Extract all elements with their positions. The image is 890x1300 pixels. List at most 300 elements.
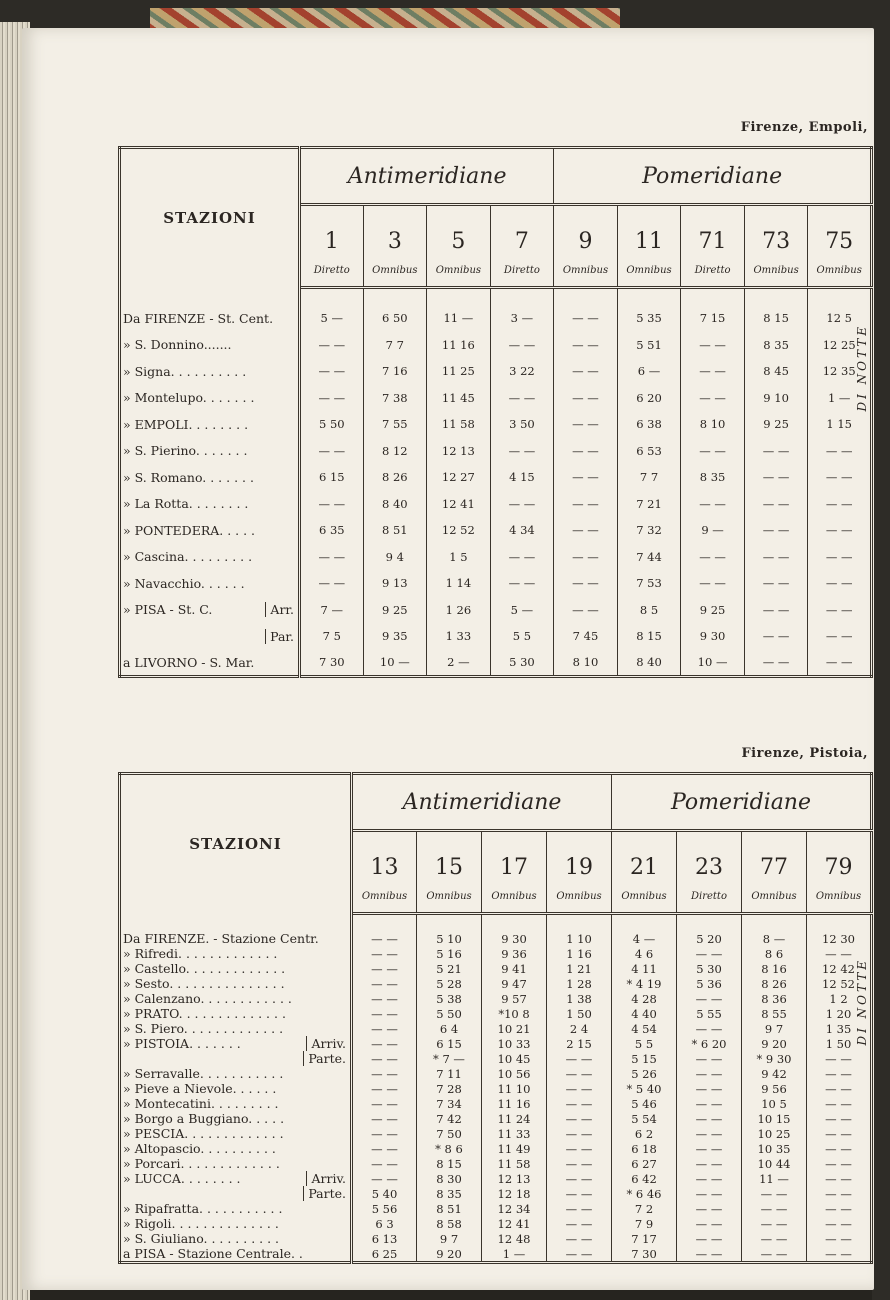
train-type: Omnibus: [744, 254, 808, 288]
time-cell: — —: [300, 491, 364, 518]
time-cell: — —: [677, 1081, 742, 1096]
table-row: [120, 358, 872, 385]
night-note: DI NOTTE: [855, 958, 869, 1046]
station-name: [120, 1141, 352, 1156]
spacer-label: [120, 914, 352, 932]
time-cell: 4 11: [612, 961, 677, 976]
station-name: [120, 946, 352, 961]
table-row: [120, 517, 872, 544]
time-cell: 9 56: [742, 1081, 807, 1096]
time-cell: 7 53: [617, 570, 681, 597]
spacer-cell: [612, 914, 677, 932]
time-cell: 5 10: [417, 931, 482, 946]
time-cell: — —: [547, 1216, 612, 1231]
train-type: Omnibus: [808, 254, 872, 288]
station-label: » La Rotta. . . . . . . .: [123, 496, 249, 512]
group-antimeridiane: Antimeridiane: [300, 148, 554, 205]
time-cell: 5 30: [490, 650, 554, 677]
time-cell: 7 —: [300, 597, 364, 624]
time-cell: — —: [807, 1171, 872, 1186]
table-row: [120, 961, 872, 976]
station-name: [120, 332, 300, 359]
time-cell: — —: [744, 464, 808, 491]
time-cell: 12 42: [807, 961, 872, 976]
time-cell: — —: [352, 1111, 417, 1126]
time-cell: 1 10: [547, 931, 612, 946]
table-row: [120, 491, 872, 518]
station-name: [120, 491, 300, 518]
time-cell: — —: [807, 1111, 872, 1126]
time-cell: 12 30: [807, 931, 872, 946]
time-cell: 1 5: [427, 544, 491, 571]
table-row: [120, 570, 872, 597]
time-cell: — —: [744, 623, 808, 650]
station-label: » Rifredi. . . . . . . . . . . . .: [123, 946, 278, 961]
time-cell: — —: [677, 991, 742, 1006]
time-cell: 12 52: [427, 517, 491, 544]
time-cell: 2 —: [427, 650, 491, 677]
train-type: Omnibus: [352, 880, 417, 914]
time-cell: — —: [300, 385, 364, 412]
spacer-cell: [681, 288, 745, 306]
train-number: 75: [808, 205, 872, 255]
time-cell: 5 36: [677, 976, 742, 991]
spacer-cell: [547, 914, 612, 932]
time-cell: — —: [681, 385, 745, 412]
time-cell: 6 13: [352, 1231, 417, 1246]
station-name: [120, 358, 300, 385]
time-cell: 7 30: [612, 1246, 677, 1263]
time-cell: 7 9: [612, 1216, 677, 1231]
time-cell: 5 38: [417, 991, 482, 1006]
time-cell: 8 —: [742, 931, 807, 946]
timetable-2-grid: [118, 772, 873, 1264]
time-cell: 10 —: [363, 650, 427, 677]
station-name: [120, 991, 352, 1006]
time-cell: 8 45: [744, 358, 808, 385]
time-cell: * 4 19: [612, 976, 677, 991]
spacer-cell: [490, 288, 554, 306]
time-cell: 11 58: [427, 411, 491, 438]
time-cell: 5 16: [417, 946, 482, 961]
station-label: » PONTEDERA. . . . .: [123, 522, 256, 538]
time-cell: — —: [554, 305, 618, 332]
spacer-cell: [300, 288, 364, 306]
station-name: [120, 385, 300, 412]
time-cell: 4 28: [612, 991, 677, 1006]
table-row: [120, 1231, 872, 1246]
group-pomeridiane: Pomeridiane: [612, 774, 872, 831]
time-cell: 11 —: [427, 305, 491, 332]
time-cell: 11 16: [482, 1096, 547, 1111]
time-cell: 8 12: [363, 438, 427, 465]
time-cell: — —: [807, 1141, 872, 1156]
time-cell: — —: [352, 976, 417, 991]
station-name: [120, 1021, 352, 1036]
station-name: [120, 650, 300, 677]
time-cell: — —: [547, 1231, 612, 1246]
time-cell: 9 57: [482, 991, 547, 1006]
time-cell: — —: [547, 1171, 612, 1186]
time-cell: — —: [352, 1096, 417, 1111]
station-name: [120, 305, 300, 332]
time-cell: 8 15: [417, 1156, 482, 1171]
time-cell: * 6 20: [677, 1036, 742, 1051]
time-cell: — —: [681, 491, 745, 518]
train-number: 23: [677, 831, 742, 881]
station-label: » Serravalle. . . . . . . . . . .: [123, 1066, 284, 1081]
time-cell: 11 10: [482, 1081, 547, 1096]
station-label: » Ripafratta. . . . . . . . . . .: [123, 1201, 283, 1216]
train-type: Omnibus: [427, 254, 491, 288]
time-cell: 8 40: [363, 491, 427, 518]
train-number: 15: [417, 831, 482, 881]
train-number: 3: [363, 205, 427, 255]
time-cell: 5 50: [300, 411, 364, 438]
station-label: » Rigoli. . . . . . . . . . . . . .: [123, 1216, 279, 1231]
arrival-departure-label: Arriv.: [306, 1036, 350, 1051]
table-row: [120, 1156, 872, 1171]
time-cell: 10 35: [742, 1141, 807, 1156]
time-cell: 9 10: [744, 385, 808, 412]
time-cell: — —: [547, 1246, 612, 1263]
time-cell: 1 14: [427, 570, 491, 597]
station-label: » Montelupo. . . . . . .: [123, 390, 255, 406]
time-cell: 8 40: [617, 650, 681, 677]
station-label: » PRATO. . . . . . . . . . . . . .: [123, 1006, 286, 1021]
time-cell: *10 8: [482, 1006, 547, 1021]
time-cell: — —: [547, 1126, 612, 1141]
time-cell: — —: [677, 1231, 742, 1246]
time-cell: — —: [490, 544, 554, 571]
time-cell: 2 4: [547, 1021, 612, 1036]
time-cell: 10 45: [482, 1051, 547, 1066]
time-cell: 7 7: [617, 464, 681, 491]
time-cell: — —: [808, 438, 872, 465]
train-type: Omnibus: [742, 880, 807, 914]
station-name: [120, 1051, 352, 1066]
train-type: Diretto: [681, 254, 745, 288]
time-cell: — —: [490, 385, 554, 412]
time-cell: — —: [807, 1096, 872, 1111]
time-cell: 7 7: [363, 332, 427, 359]
time-cell: — —: [681, 438, 745, 465]
time-cell: — —: [547, 1141, 612, 1156]
time-cell: 5 35: [617, 305, 681, 332]
time-cell: 12 5: [808, 305, 872, 332]
station-label: » Pieve a Nievole. . . . . .: [123, 1081, 277, 1096]
time-cell: 9 13: [363, 570, 427, 597]
time-cell: 9 47: [482, 976, 547, 991]
station-label: » Altopascio. . . . . . . . . .: [123, 1141, 276, 1156]
time-cell: 4 —: [612, 931, 677, 946]
time-cell: — —: [807, 1216, 872, 1231]
time-cell: 9 36: [482, 946, 547, 961]
time-cell: 12 41: [482, 1216, 547, 1231]
time-cell: 6 38: [617, 411, 681, 438]
time-cell: 4 34: [490, 517, 554, 544]
time-cell: 12 41: [427, 491, 491, 518]
time-cell: — —: [300, 358, 364, 385]
time-cell: — —: [744, 597, 808, 624]
station-label: » PESCIA. . . . . . . . . . . . .: [123, 1126, 284, 1141]
station-name: [120, 1126, 352, 1141]
train-type: Omnibus: [554, 254, 618, 288]
time-cell: — —: [490, 570, 554, 597]
time-cell: — —: [807, 1156, 872, 1171]
time-cell: 1 15: [808, 411, 872, 438]
time-cell: 1 50: [547, 1006, 612, 1021]
time-cell: 5 50: [417, 1006, 482, 1021]
time-cell: * 9 30: [742, 1051, 807, 1066]
timetable-1: [118, 146, 873, 678]
time-cell: — —: [352, 1006, 417, 1021]
time-cell: 12 13: [482, 1171, 547, 1186]
station-name: [120, 438, 300, 465]
time-cell: 9 4: [363, 544, 427, 571]
station-label: » Porcari. . . . . . . . . . . . .: [123, 1156, 280, 1171]
time-cell: 7 34: [417, 1096, 482, 1111]
time-cell: 9 35: [363, 623, 427, 650]
time-cell: — —: [547, 1096, 612, 1111]
time-cell: — —: [677, 946, 742, 961]
station-label: » Signa. . . . . . . . . .: [123, 363, 247, 379]
time-cell: — —: [742, 1186, 807, 1201]
time-cell: 4 6: [612, 946, 677, 961]
station-label: » Sesto. . . . . . . . . . . . . . .: [123, 976, 285, 991]
time-cell: — —: [681, 544, 745, 571]
time-cell: — —: [677, 1201, 742, 1216]
time-cell: — —: [807, 1231, 872, 1246]
time-cell: 6 50: [363, 305, 427, 332]
station-name: [120, 1216, 352, 1231]
time-cell: 7 21: [617, 491, 681, 518]
spacer-cell: [554, 288, 618, 306]
table-row: [120, 1216, 872, 1231]
time-cell: 8 51: [417, 1201, 482, 1216]
station-name: [120, 464, 300, 491]
time-cell: 10 33: [482, 1036, 547, 1051]
station-name: [120, 1036, 352, 1051]
station-name: [120, 931, 352, 946]
time-cell: * 7 —: [417, 1051, 482, 1066]
table-row: [120, 1036, 872, 1051]
time-cell: 12 25: [808, 332, 872, 359]
time-cell: — —: [744, 544, 808, 571]
spacer-cell: [744, 288, 808, 306]
timetable-2: [118, 772, 873, 1264]
time-cell: — —: [677, 1021, 742, 1036]
time-cell: 8 58: [417, 1216, 482, 1231]
arrival-departure-label: Parte.: [303, 1186, 350, 1201]
time-cell: 12 35: [808, 358, 872, 385]
time-cell: 7 42: [417, 1111, 482, 1126]
train-number: 1: [300, 205, 364, 255]
table-row: [120, 1171, 872, 1186]
time-cell: 7 16: [363, 358, 427, 385]
time-cell: 9 30: [482, 931, 547, 946]
book-cover-edge: [872, 20, 890, 1300]
time-cell: — —: [677, 1051, 742, 1066]
stations-label: STAZIONI: [120, 148, 300, 288]
time-cell: 5 40: [352, 1186, 417, 1201]
time-cell: 11 33: [482, 1126, 547, 1141]
time-cell: — —: [808, 544, 872, 571]
time-cell: 4 54: [612, 1021, 677, 1036]
table-row: [120, 305, 872, 332]
train-number: 13: [352, 831, 417, 881]
time-cell: 6 3: [352, 1216, 417, 1231]
time-cell: 10 15: [742, 1111, 807, 1126]
time-cell: — —: [490, 491, 554, 518]
time-cell: 9 25: [363, 597, 427, 624]
station-label: » PISA - St. C.: [123, 602, 213, 618]
time-cell: 5 54: [612, 1111, 677, 1126]
time-cell: — —: [547, 1051, 612, 1066]
time-cell: — —: [554, 597, 618, 624]
time-cell: — —: [807, 1246, 872, 1263]
train-type: Diretto: [490, 254, 554, 288]
time-cell: 5 30: [677, 961, 742, 976]
arrival-departure-label: Parte.: [303, 1051, 350, 1066]
time-cell: 12 34: [482, 1201, 547, 1216]
station-name: [120, 1156, 352, 1171]
time-cell: — —: [352, 1141, 417, 1156]
time-cell: 10 44: [742, 1156, 807, 1171]
table-row: [120, 623, 872, 650]
time-cell: 7 38: [363, 385, 427, 412]
train-type: Omnibus: [482, 880, 547, 914]
time-cell: 7 32: [617, 517, 681, 544]
time-cell: 3 —: [490, 305, 554, 332]
station-label: » LUCCA. . . . . . . .: [123, 1171, 241, 1186]
time-cell: — —: [300, 438, 364, 465]
time-cell: — —: [808, 597, 872, 624]
timetable-1-grid: [118, 146, 873, 678]
table-row: [120, 976, 872, 991]
time-cell: 5 5: [490, 623, 554, 650]
time-cell: — —: [808, 650, 872, 677]
time-cell: 7 2: [612, 1201, 677, 1216]
time-cell: — —: [554, 570, 618, 597]
time-cell: — —: [808, 623, 872, 650]
time-cell: — —: [547, 1201, 612, 1216]
time-cell: 5 55: [677, 1006, 742, 1021]
time-cell: — —: [744, 491, 808, 518]
time-cell: 1 2: [807, 991, 872, 1006]
time-cell: 1 50: [807, 1036, 872, 1051]
time-cell: 1 21: [547, 961, 612, 976]
time-cell: — —: [490, 438, 554, 465]
spacer-cell: [742, 914, 807, 932]
train-number: 21: [612, 831, 677, 881]
table1-header: Firenze, Empoli,: [740, 120, 868, 135]
time-cell: 5 56: [352, 1201, 417, 1216]
time-cell: — —: [742, 1216, 807, 1231]
table-row: [120, 1186, 872, 1201]
time-cell: 7 15: [681, 305, 745, 332]
time-cell: — —: [807, 946, 872, 961]
station-label: » EMPOLI. . . . . . . .: [123, 416, 249, 432]
table-row: [120, 1021, 872, 1036]
spacer-cell: [617, 288, 681, 306]
arrival-departure-label: Arr.: [265, 602, 298, 617]
train-number: 11: [617, 205, 681, 255]
time-cell: — —: [744, 438, 808, 465]
time-cell: 1 38: [547, 991, 612, 1006]
time-cell: — —: [352, 1156, 417, 1171]
time-cell: 5 15: [612, 1051, 677, 1066]
station-label: a PISA - Stazione Centrale. .: [123, 1246, 303, 1261]
spacer-label: [120, 288, 300, 306]
time-cell: — —: [677, 1141, 742, 1156]
time-cell: 9 25: [744, 411, 808, 438]
station-name: [120, 1201, 352, 1216]
station-label: » Navacchio. . . . . .: [123, 575, 245, 591]
table-row: [120, 1066, 872, 1081]
time-cell: 8 16: [742, 961, 807, 976]
time-cell: 1 35: [807, 1021, 872, 1036]
time-cell: — —: [554, 358, 618, 385]
table-row: [120, 1126, 872, 1141]
station-label: » Borgo a Buggiano. . . . .: [123, 1111, 285, 1126]
time-cell: 12 13: [427, 438, 491, 465]
station-name: [120, 623, 300, 650]
time-cell: 6 27: [612, 1156, 677, 1171]
time-cell: 7 28: [417, 1081, 482, 1096]
time-cell: 1 33: [427, 623, 491, 650]
time-cell: 12 52: [807, 976, 872, 991]
time-cell: 11 45: [427, 385, 491, 412]
time-cell: 12 18: [482, 1186, 547, 1201]
station-name: [120, 1111, 352, 1126]
table2-header: Firenze, Pistoia,: [741, 746, 868, 761]
spacer-cell: [808, 288, 872, 306]
time-cell: — —: [808, 570, 872, 597]
time-cell: — —: [547, 1156, 612, 1171]
train-type: Omnibus: [547, 880, 612, 914]
time-cell: 10 56: [482, 1066, 547, 1081]
table-row: [120, 1246, 872, 1263]
train-type: Omnibus: [807, 880, 872, 914]
station-label: » Castello. . . . . . . . . . . . .: [123, 961, 286, 976]
time-cell: 9 30: [681, 623, 745, 650]
time-cell: 6 25: [352, 1246, 417, 1263]
time-cell: 10 21: [482, 1021, 547, 1036]
time-cell: 5 5: [612, 1036, 677, 1051]
train-type: Omnibus: [617, 254, 681, 288]
time-cell: 8 51: [363, 517, 427, 544]
table-row: [120, 385, 872, 412]
table-row: [120, 991, 872, 1006]
time-cell: 11 24: [482, 1111, 547, 1126]
spacer-cell: [482, 914, 547, 932]
station-label: » Cascina. . . . . . . . .: [123, 549, 253, 565]
time-cell: 6 —: [617, 358, 681, 385]
time-cell: — —: [554, 544, 618, 571]
station-name: [120, 1096, 352, 1111]
time-cell: — —: [490, 332, 554, 359]
station-name: [120, 961, 352, 976]
train-type: Diretto: [300, 254, 364, 288]
time-cell: — —: [744, 650, 808, 677]
time-cell: 9 20: [417, 1246, 482, 1263]
time-cell: — —: [677, 1246, 742, 1263]
time-cell: 8 35: [744, 332, 808, 359]
station-label: » S. Donnino.......: [123, 337, 232, 353]
table-row: [120, 946, 872, 961]
time-cell: 8 35: [417, 1186, 482, 1201]
